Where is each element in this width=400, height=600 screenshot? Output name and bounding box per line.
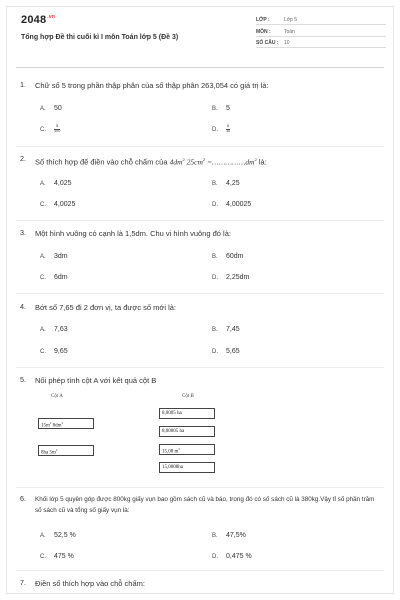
option-b[interactable] (212, 253, 244, 260)
site-logo[interactable]: $2048^{.vn}$ (21, 14, 56, 26)
option-b[interactable] (212, 180, 240, 187)
option-value: 5,65 (226, 348, 240, 355)
column-b-item[interactable]: 8,00005 ha (159, 426, 215, 437)
option-a[interactable] (40, 532, 76, 539)
meta-key: SỐ CÂU : (256, 40, 279, 46)
option-value: 50 (54, 105, 62, 112)
option-label: C. (40, 127, 46, 134)
option-label: A. (40, 327, 46, 333)
question-divider (16, 293, 384, 294)
option-label: C. (40, 349, 46, 355)
question-5 (20, 375, 380, 485)
column-b-title: Cột B (182, 394, 194, 399)
question-number: 7. (20, 578, 26, 587)
option-d[interactable] (212, 201, 251, 208)
option-d[interactable] (212, 348, 240, 355)
option-b[interactable] (212, 105, 230, 112)
option-label: D. (212, 554, 218, 560)
option-label: D. (212, 127, 218, 134)
option-value: 60dm (226, 253, 244, 260)
question-divider (16, 146, 384, 147)
question-text: Bớt số 7,65 đi 2 đơn vị, ta được số mới là: (35, 303, 177, 312)
question-4 (20, 302, 380, 362)
column-b-item[interactable]: 15,0008ha (159, 462, 215, 473)
column-b-item[interactable]: 8,0005 ha (159, 408, 215, 419)
question-text: Khối lớp 5 quyên góp được 800kg giấy vụn bao gồm sách cũ và báo, trong đó có số sách cũ là 380kg.Vậy tỉ số phần trăm số sách cũ và tổng số giấy vụn là: (35, 496, 375, 514)
question-number: 3. (20, 228, 26, 237)
option-a[interactable] (40, 180, 72, 187)
option-value: 0,475 % (226, 553, 252, 560)
option-label: C. (40, 275, 46, 281)
question-divider (16, 220, 384, 221)
column-b-item[interactable]: 15,08 $m^2$ (159, 444, 215, 455)
meta-value: Lớp 5 (284, 17, 298, 23)
option-c[interactable] (40, 201, 75, 208)
option-b[interactable] (212, 532, 246, 539)
option-label: D. (212, 202, 218, 208)
question-number: 2. (20, 154, 26, 163)
column-a-item[interactable]: $15m^2$ $8dm^2$ (38, 418, 94, 429)
option-value: 7,45 (226, 326, 240, 333)
option-value: 3dm (54, 253, 68, 260)
meta-row-class (256, 15, 386, 25)
option-a[interactable] (40, 326, 68, 333)
question-divider (16, 367, 384, 368)
option-d[interactable] (212, 274, 249, 281)
question-1 (20, 80, 380, 140)
option-c[interactable] (40, 348, 68, 355)
option-value: 9,65 (54, 348, 68, 355)
option-label: A. (40, 254, 46, 260)
option-c[interactable] (40, 125, 60, 134)
question-6 (20, 494, 380, 569)
option-value: 52,5 % (54, 532, 76, 539)
question-7 (20, 578, 380, 592)
page-title: Tổng hợp Đề thi cuối kì I môn Toán lớp 5 (Đề 3) (21, 34, 179, 41)
option-label: B. (212, 254, 218, 260)
meta-key: MÔN : (256, 28, 271, 35)
option-value: 4,00025 (226, 201, 252, 208)
question-text: Một hình vuông có cạnh là 1,5dm. Chu vi hình vuông đó là: (35, 229, 231, 238)
option-label: B. (212, 106, 218, 112)
option-label: C. (40, 554, 46, 560)
option-label: B. (212, 533, 218, 539)
option-label: D. (212, 349, 218, 355)
meta-row-count (256, 38, 386, 48)
meta-info (256, 15, 386, 50)
header (16, 10, 386, 62)
meta-value: 10 (284, 40, 290, 46)
column-a-item[interactable]: 8ha $5m^2$ (38, 445, 94, 456)
fraction: $\frac{5}{10}$ (226, 124, 231, 133)
question-divider (16, 570, 384, 571)
option-label: A. (40, 106, 46, 112)
option-value: 7,63 (54, 326, 68, 333)
column-a-title: Cột A (51, 394, 63, 399)
question-3 (20, 228, 380, 288)
option-label: C. (40, 202, 46, 208)
option-label: B. (212, 327, 218, 333)
question-text: Nối phép tính cột A với kết quả cột B (35, 376, 157, 385)
option-value: 4,025 (54, 180, 72, 187)
question-text: Điền số thích hợp vào chỗ chấm: (35, 579, 145, 588)
option-d[interactable] (212, 553, 252, 560)
question-number: 6. (20, 494, 26, 503)
fraction: $\frac{5}{100}$ (54, 124, 61, 133)
option-a[interactable] (40, 253, 68, 260)
question-text: Chữ số 5 trong phần thập phân của số thập phân 263,054 có giá trị là: (35, 81, 269, 90)
option-c[interactable] (40, 274, 68, 281)
option-value: 6dm (54, 274, 68, 281)
question-number: 4. (20, 302, 26, 311)
option-b[interactable] (212, 326, 240, 333)
option-value: 475 % (54, 553, 74, 560)
option-d[interactable] (212, 125, 230, 134)
header-divider (16, 67, 384, 68)
question-number: 1. (20, 80, 26, 89)
option-a[interactable] (40, 105, 62, 112)
option-label: B. (212, 181, 218, 187)
option-c[interactable] (40, 553, 74, 560)
option-label: A. (40, 533, 46, 539)
option-value: 47,5% (226, 532, 246, 539)
option-value: 2,25dm (226, 274, 250, 281)
meta-value: Toán (284, 28, 295, 35)
option-value: 4,25 (226, 180, 240, 187)
question-text: Số thích hợp để điền vào chỗ chấm của $4dm^2$ $25cm^2$ $=\dots\dots\dots\dots\dots dm^2$ là: (35, 157, 267, 167)
question-number: 5. (20, 375, 26, 384)
option-value: 5 (226, 105, 230, 112)
question-2 (20, 154, 380, 214)
option-label: A. (40, 181, 46, 187)
meta-key: LỚP : (256, 17, 270, 23)
option-value: 4,0025 (54, 201, 76, 208)
option-label: D. (212, 275, 218, 281)
question-divider (16, 487, 384, 488)
meta-row-subject (256, 27, 386, 37)
